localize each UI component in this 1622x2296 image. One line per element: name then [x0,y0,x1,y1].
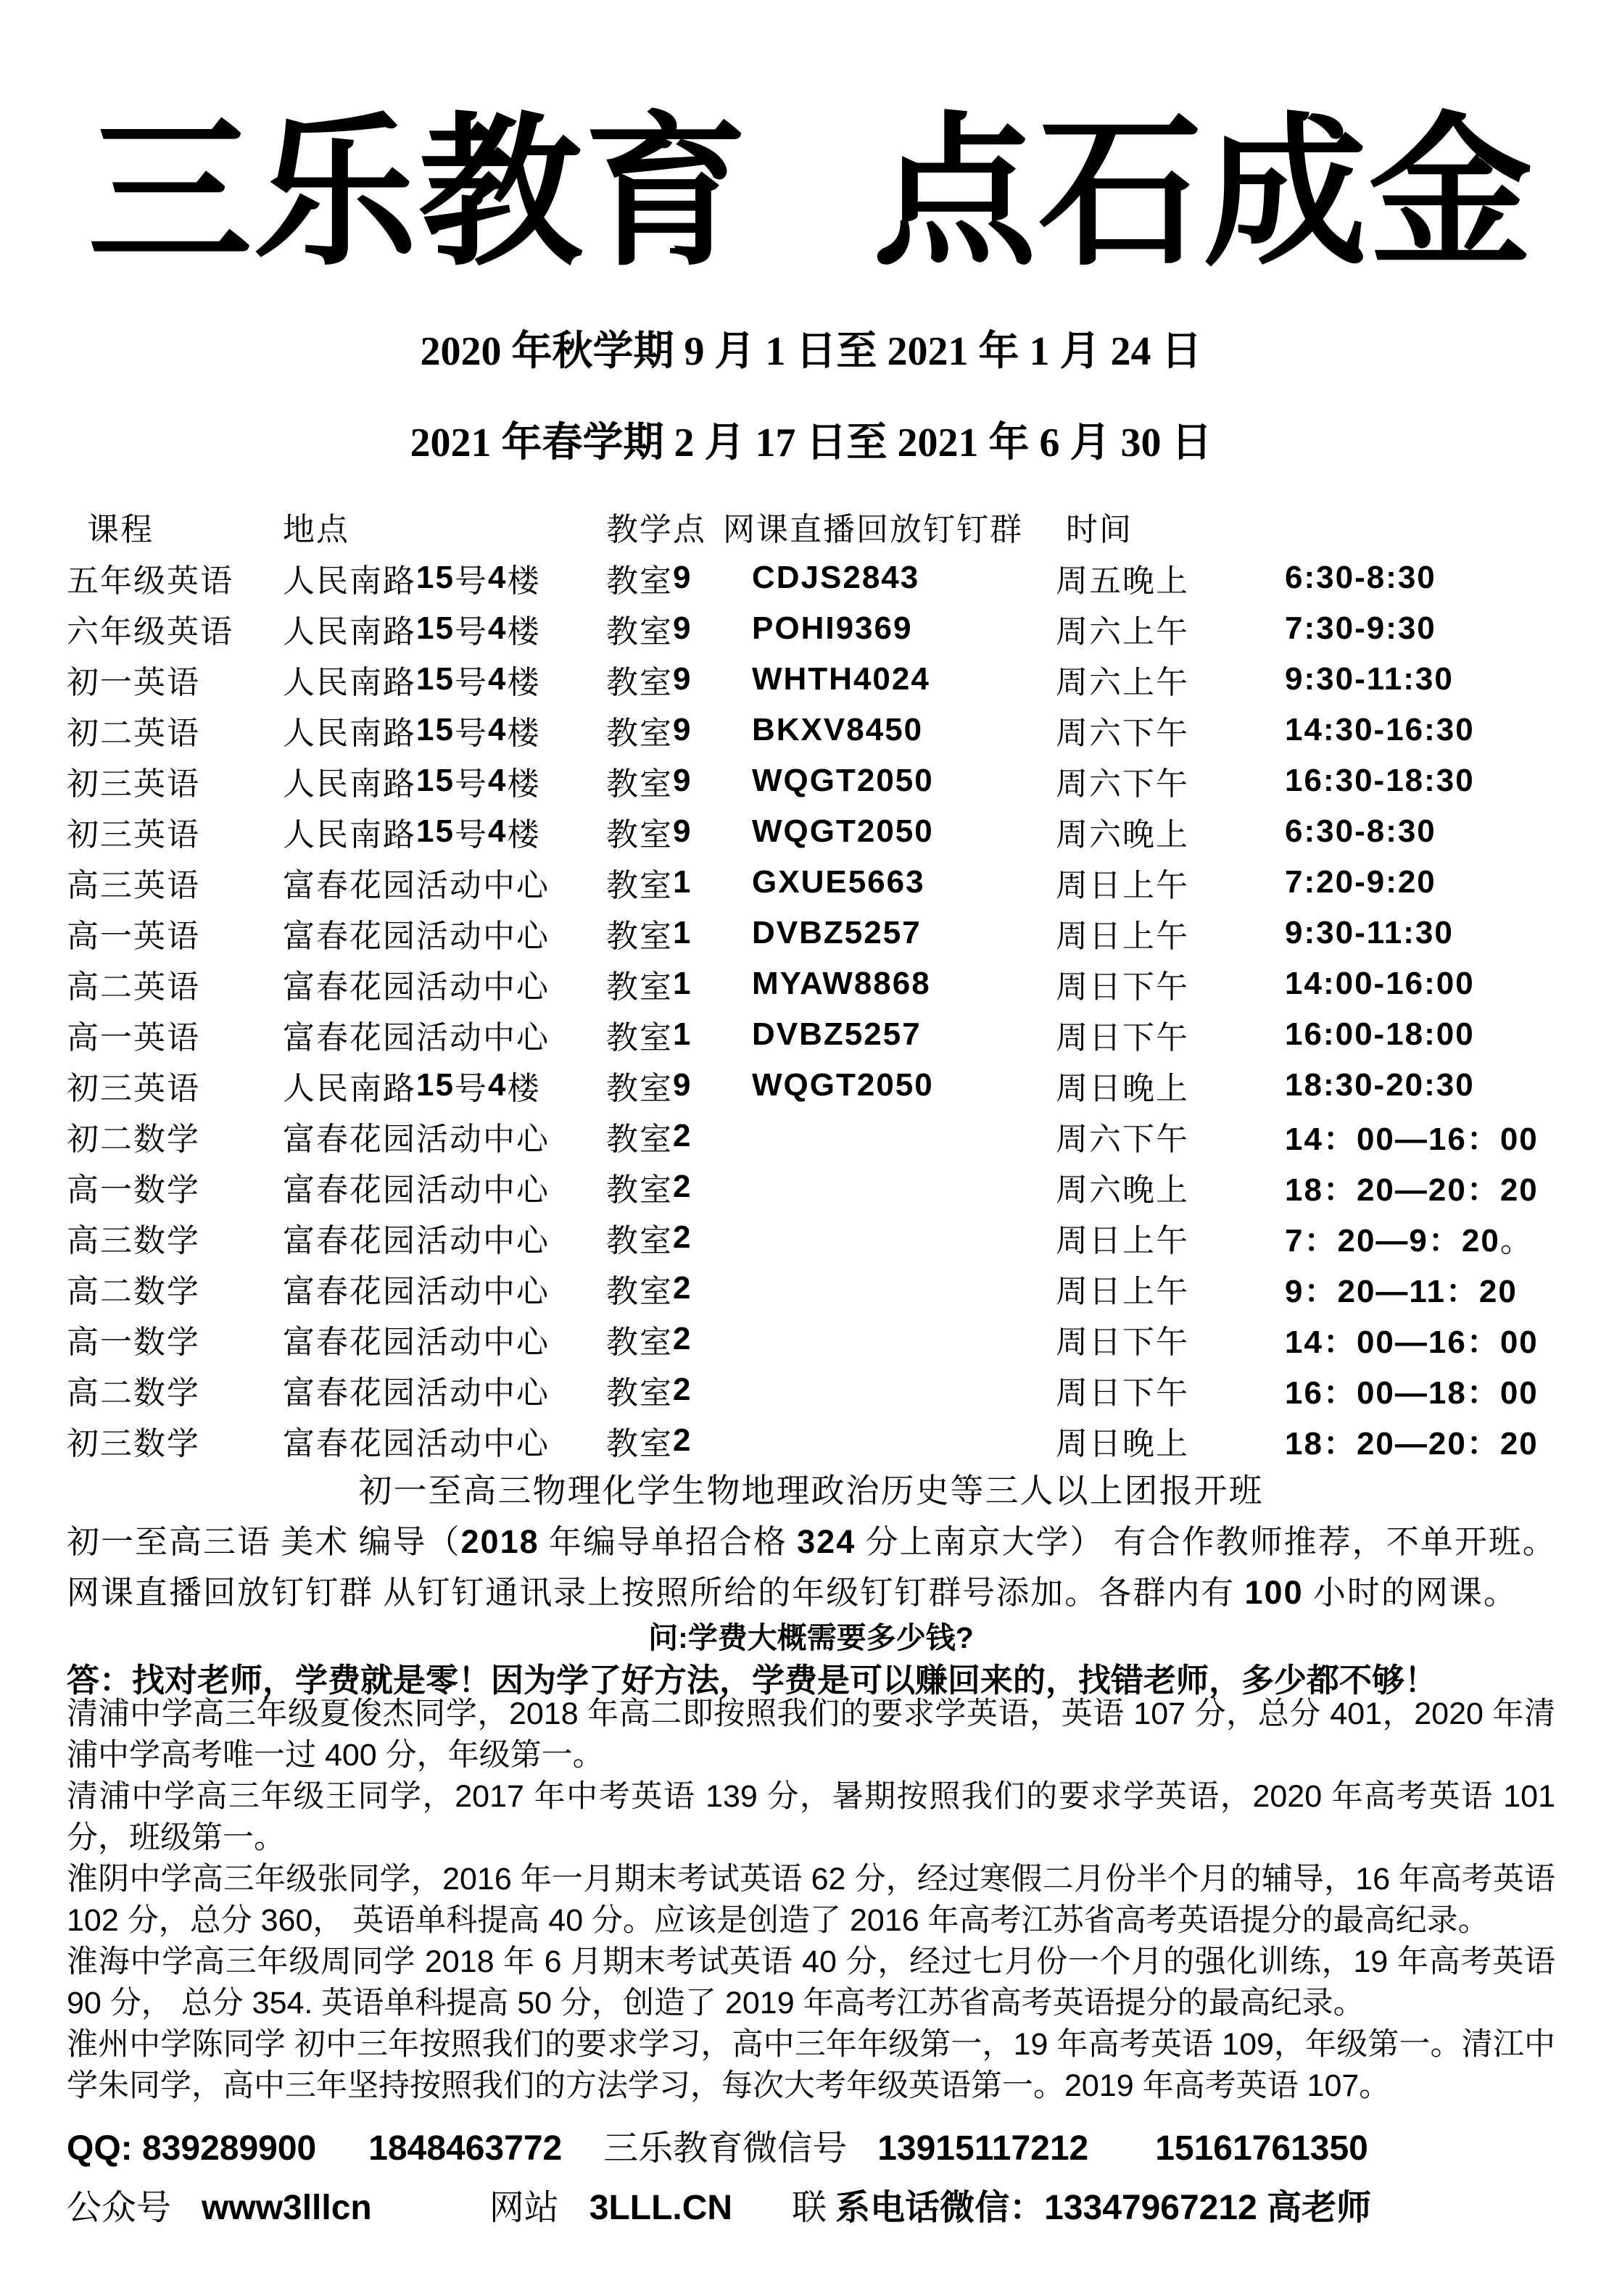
cell-day: 周六下午 [1056,766,1189,802]
cell-time: 9：20—11：20 [1285,1274,1518,1309]
cell-location: 人民南路 15 号 4 楼 [283,610,541,650]
cell-course: 初三数学 [67,1426,200,1462]
table-row [67,755,1555,806]
table-row [67,857,1555,908]
schedule-table [67,500,1555,1466]
cell-classroom: 教室 2 [606,1422,692,1462]
table-row [67,806,1555,857]
cell-classroom: 教室 2 [606,1270,692,1309]
cell-group: WQGT2050 [752,763,934,798]
cell-day: 周日上午 [1056,868,1189,903]
cell-course: 高二数学 [67,1274,200,1309]
cell-day: 周六晚上 [1056,817,1189,853]
cell-day: 周日下午 [1056,1325,1189,1360]
cell-time: 16：00—18：00 [1285,1375,1539,1411]
website-label: 网站 [489,2189,559,2227]
header-time: 时间 [1066,512,1133,547]
cell-classroom: 教室 1 [606,864,692,903]
cell-time: 6:30-8:30 [1285,813,1436,849]
table-row [67,552,1555,603]
testimonial-paragraph: 淮州中学陈同学 初中三年按照我们的要求学习，高中三年年级第一，19 年高考英语 109，年级第一。清江中学朱同学，高中三年坚持按照我们的方法学习，每次大考年级英语第一。2019 年高考英语 107。 [67,2027,1555,2103]
cell-time: 7:20-9:20 [1285,864,1436,900]
header-dingtalk-group: 网课直播回放钉钉群 [723,512,1023,547]
cell-course: 高一英语 [67,1020,200,1056]
cell-group: CDJS2843 [752,560,920,595]
note-dingtalk: 网课直播回放钉钉群 从钉钉通讯录上按照所给的年级钉钉群号添加。各群内有 100 小时的网课。 [67,1574,1518,1611]
cell-location: 人民南路 15 号 4 楼 [283,813,541,853]
table-row [67,908,1555,958]
cell-location: 人民南路 15 号 4 楼 [283,763,541,802]
cell-day: 周日晚上 [1056,1071,1189,1106]
cell-time: 9:30-11:30 [1285,661,1454,697]
cell-course: 高二英语 [67,969,200,1005]
cell-time: 16:00-18:00 [1285,1016,1475,1052]
cell-time: 16:30-18:30 [1285,763,1475,798]
table-row [67,603,1555,654]
cell-day: 周六下午 [1056,1122,1189,1157]
wechat-number-2: 15161761350 [1155,2129,1368,2168]
cell-day: 周日晚上 [1056,1426,1189,1462]
testimonial-paragraph: 淮海中学高三年级周同学 2018 年 6 月期末考试英语 40 分，经过七月份一个月的强化训练，19 年高考英语 90 分， 总分 354. 英语单科提高 50 分，创造了 2019 年高考江苏省高考英语提分的最高纪录。 [67,1944,1555,2021]
cell-day: 周六下午 [1056,716,1189,751]
cell-time: 9:30-11:30 [1285,915,1454,950]
cell-classroom: 教室 9 [606,560,692,599]
cell-location: 富春花园活动中心 [283,1325,550,1360]
table-row [67,1415,1555,1466]
testimonial-paragraph: 清浦中学高三年级夏俊杰同学，2018 年高二即按照我们的要求学英语，英语 107 分，总分 401，2020 年清浦中学高考唯一过 400 分，年级第一。 [67,1696,1555,1773]
cell-classroom: 教室 9 [606,661,692,700]
contact-label-prefix: 联 [792,2189,827,2227]
cell-day: 周日上午 [1056,1274,1189,1309]
cell-course: 高三数学 [67,1223,200,1259]
cell-group: POHI9369 [752,610,913,646]
website-url: 3LLL.CN [589,2189,733,2227]
cell-day: 周六晚上 [1056,1172,1189,1208]
cell-group [723,1314,1053,1364]
table-row [67,1364,1555,1415]
cell-group [723,1415,1053,1466]
testimonial-paragraph: 清浦中学高三年级王同学，2017 年中考英语 139 分，暑期按照我们的要求学英语，2020 年高考英语 101 分，班级第一。 [67,1779,1555,1855]
cell-course: 高一数学 [67,1325,200,1360]
table-row [67,1161,1555,1212]
cell-time: 7:30-9:30 [1285,610,1436,646]
cell-course: 五年级英语 [67,563,233,599]
cell-classroom: 教室 2 [606,1118,692,1157]
semester-date-fall: 2020 年秋学期 9 月 1 日至 2021 年 1 月 24 日 [420,329,1202,374]
cell-group [723,1364,1053,1415]
cell-day: 周日下午 [1056,1020,1189,1056]
cell-classroom: 教室 2 [606,1219,692,1259]
cell-group [723,1161,1053,1212]
cell-time: 14：00—16：00 [1285,1122,1539,1157]
cell-location: 富春花园活动中心 [283,1122,550,1157]
cell-day: 周日上午 [1056,919,1189,954]
cell-location: 富春花园活动中心 [283,868,550,903]
cell-time: 14：00—16：00 [1285,1325,1539,1360]
cell-course: 高二数学 [67,1375,200,1411]
cell-location: 富春花园活动中心 [283,1223,550,1259]
table-row [67,1314,1555,1364]
header-teaching-site: 教学点 [606,512,706,547]
schedule-rows [67,552,1555,1466]
cell-time: 7：20—9：20 。 [1285,1223,1534,1259]
cell-group [723,1263,1053,1314]
cell-classroom: 教室 2 [606,1321,692,1360]
question-line: 问:学费大概需要多少钱? [648,1621,974,1654]
table-row [67,1060,1555,1111]
cell-course: 初二英语 [67,716,200,751]
qq-number-2: 1848463772 [368,2129,563,2168]
table-row [67,958,1555,1009]
cell-time: 6:30-8:30 [1285,560,1436,595]
cell-course: 初一英语 [67,665,200,700]
testimonials-block [67,1694,1555,2107]
note-group-enrollment: 初一至高三物理化学生物地理政治历史等三人以上团报开班 [358,1472,1264,1509]
cell-classroom: 教室 1 [606,1016,692,1056]
cell-day: 周六上午 [1056,665,1189,700]
cell-location: 富春花园活动中心 [283,1274,550,1309]
cell-time: 18：20—20：20 [1285,1172,1539,1208]
cell-day: 周日上午 [1056,1223,1189,1259]
cell-day: 周日下午 [1056,1375,1189,1411]
wechat-number-1: 13915117212 [877,2129,1089,2168]
cell-course: 初三英语 [67,766,200,802]
cell-course: 初三英语 [67,817,200,853]
cell-classroom: 教室 9 [606,610,692,650]
cell-group: GXUE5663 [752,864,925,900]
cell-day: 周六上午 [1056,614,1189,650]
cell-classroom: 教室 2 [606,1169,692,1208]
cell-group: DVBZ5257 [752,915,922,950]
cell-course: 高三英语 [67,868,200,903]
cell-group: DVBZ5257 [752,1016,922,1052]
cell-classroom: 教室 1 [606,915,692,954]
schedule-header-row [67,500,1555,552]
cell-group: WQGT2050 [752,1067,934,1103]
cell-location: 富春花园活动中心 [283,1426,550,1462]
public-account-label: 公众号 [67,2189,172,2227]
testimonial-paragraph: 淮阴中学高三年级张同学，2016 年一月期末考试英语 62 分，经过寒假二月份半个月的辅导，16 年高考英语 102 分，总分 360， 英语单科提高 40 分。应该是创造了 2016 年高考江苏省高考英语提分的最高纪录。 [67,1862,1555,1938]
wechat-label: 三乐教育微信号 [603,2129,848,2168]
cell-location: 富春花园活动中心 [283,1172,550,1208]
cell-location: 人民南路 15 号 4 楼 [283,1067,541,1106]
cell-time: 18:30-20:30 [1285,1067,1475,1103]
cell-day: 周日下午 [1056,969,1189,1005]
note-art-programs: 初一至高三语 美术 编导（2018 年编导单招合格 324 分上南京大学） 有合作教师推荐，不单开班。 [67,1523,1557,1560]
answer-line: 答：找对老师，学费就是零！因为学了好方法，学费是可以赚回来的，找错老师，多少都不够！ [67,1662,1438,1699]
footer-contacts-line [67,2120,1368,2170]
cell-course: 高一数学 [67,1172,200,1208]
cell-location: 人民南路 15 号 4 楼 [283,661,541,700]
cell-time: 14:30-16:30 [1285,712,1475,747]
cell-location: 人民南路 15 号 4 楼 [283,560,541,599]
cell-location: 富春花园活动中心 [283,1375,550,1411]
table-row [67,1263,1555,1314]
cell-classroom: 教室 2 [606,1372,692,1411]
table-row [67,654,1555,705]
cell-time: 18：20—20：20 [1285,1426,1539,1462]
cell-classroom: 教室 9 [606,763,692,802]
table-row [67,705,1555,755]
cell-time: 14:00-16:00 [1285,966,1475,1001]
cell-location: 富春花园活动中心 [283,969,550,1005]
contact-phone: 系电话微信：13347967212 高老师 [835,2189,1372,2227]
cell-group [723,1111,1053,1161]
public-account-id: www3lllcn [202,2189,372,2227]
cell-course: 六年级英语 [67,614,233,650]
table-row [67,1009,1555,1060]
cell-classroom: 教室 9 [606,1067,692,1106]
header-course: 课程 [87,512,154,547]
cell-location: 人民南路 15 号 4 楼 [283,712,541,751]
cell-location: 富春花园活动中心 [283,919,550,954]
cell-group: WHTH4024 [752,661,930,697]
semester-date-spring: 2021 年春学期 2 月 17 日至 2021 年 6 月 30 日 [410,420,1212,465]
table-row [67,1111,1555,1161]
footer-links-line [67,2179,1371,2229]
cell-group: BKXV8450 [752,712,924,747]
cell-classroom: 教室 9 [606,712,692,751]
qq-number-1: QQ: 839289900 [67,2129,317,2168]
cell-group: MYAW8868 [752,966,931,1001]
cell-group: WQGT2050 [752,813,934,849]
cell-classroom: 教室 1 [606,966,692,1005]
cell-group [723,1212,1053,1263]
cell-location: 富春花园活动中心 [283,1020,550,1056]
cell-course: 初三英语 [67,1071,200,1106]
cell-day: 周五晚上 [1056,563,1189,599]
cell-classroom: 教室 9 [606,813,692,853]
cell-course: 初二数学 [67,1122,200,1157]
page-title: 三乐教育 点石成金 [88,104,1534,285]
table-row [67,1212,1555,1263]
header-location: 地点 [283,512,349,547]
cell-course: 高一英语 [67,919,200,954]
